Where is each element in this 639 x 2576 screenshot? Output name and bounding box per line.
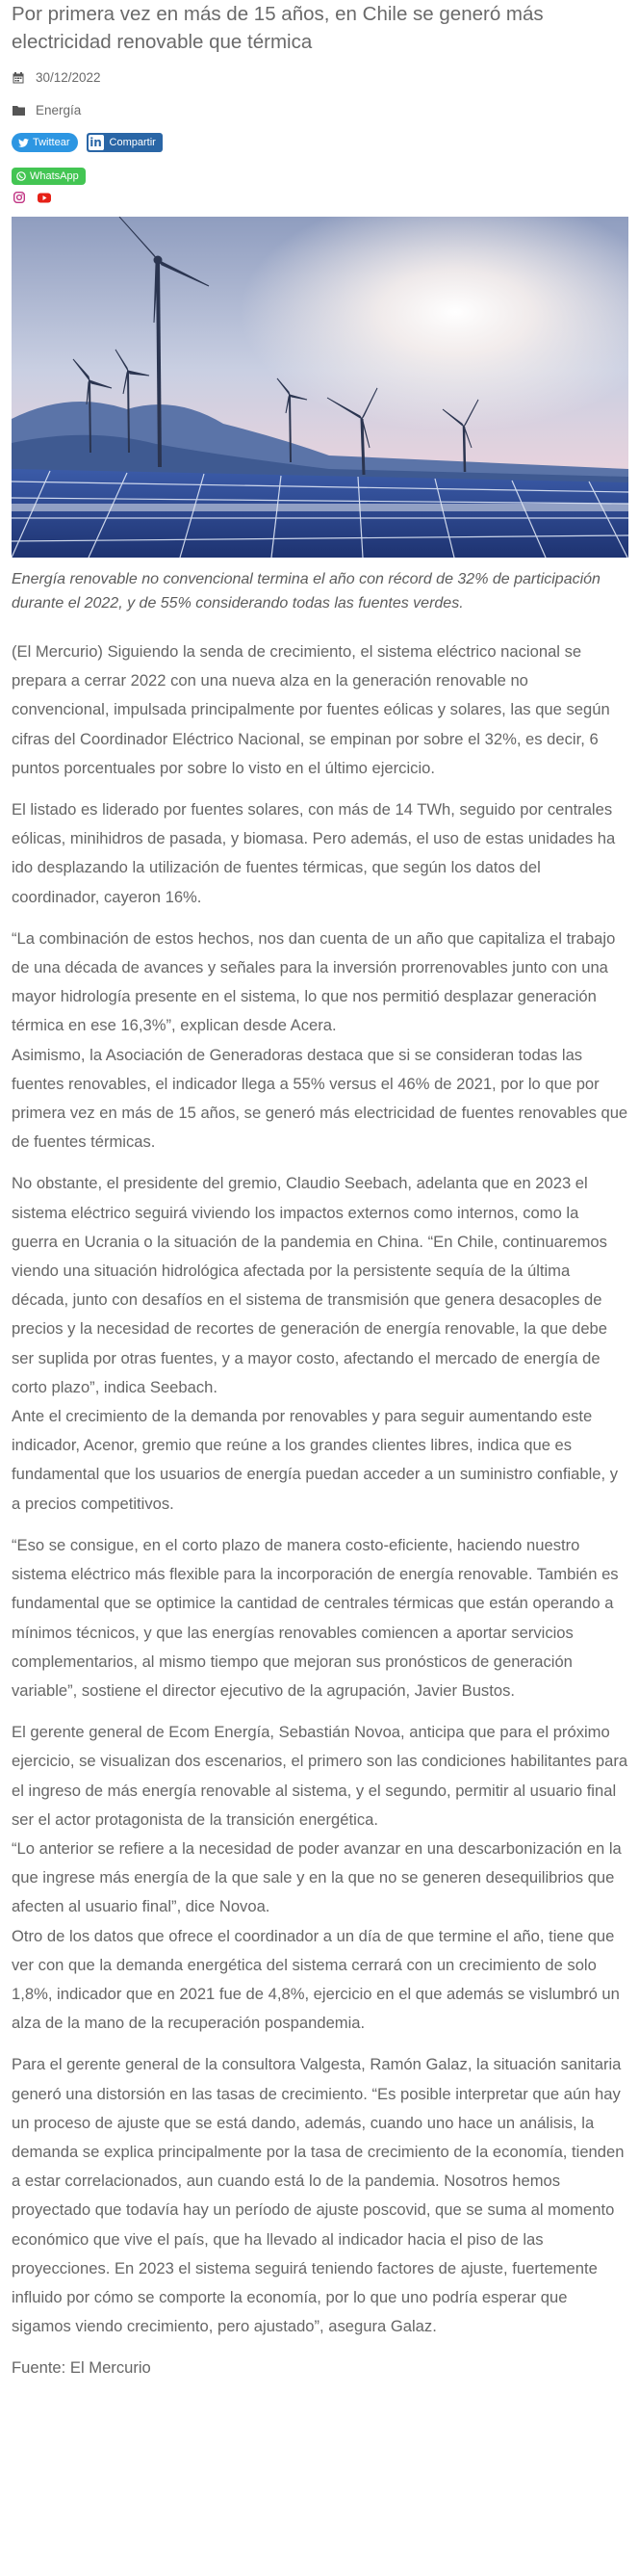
article-paragraph: Para el gerente general de la consultora Valgesta, Ramón Galaz, la situación sanitaria generó una distorsión en las tasas de crecimiento. “Es posible interpretar que aún hay un proceso de ajuste que se está dando, además, cuando uno hace un análisis, la demanda se explica principalmente por la tasa de crecimiento de la economía, tienden a estar correlacionados, aun cuando está lo de la pandemia. Nosotros hemos proyectado que todavía hay un período de ajuste poscovid, que se suma al momento económico que vive el país, que ha llevado al indicador hacia el piso de las proyecciones. En 2023 el sistema seguirá teniendo factores de ajuste, fuertemente influido por cómo se comporte la economía, por lo que uno podría esperar que sigamos viendo crecimiento, pero ajustado”, asegura Galaz. bbox=[12, 2055, 625, 2336]
article-paragraph: “La combinación de estos hechos, nos dan cuenta de un año que capitaliza el trabajo de una década de avances y señales para la inversión prorrenovables junto con una mayor hidrología presente en el sistema, lo que nos permitió desplazar generación térmica en ese 16,3%”, explican desde Acera. bbox=[12, 928, 616, 1035]
article-title: Por primera vez en más de 15 años, en Chile se generó más electricidad renovable que térmica bbox=[12, 3, 544, 53]
article-paragraph: El gerente general de Ecom Energía, Sebastián Novoa, anticipa que para el próximo ejercicio, se visualizan dos escenarios, el primero son las condiciones habilitantes para el ingreso de más energía renovable al sistema, y el segundo, permitir al usuario final ser el actor protagonista de la transición energética. bbox=[12, 1723, 628, 1829]
twitter-share-label: Twittear bbox=[33, 137, 70, 148]
linkedin-share-label: Compartir bbox=[109, 137, 156, 148]
youtube-icon[interactable] bbox=[38, 193, 51, 203]
instagram-icon[interactable] bbox=[13, 192, 25, 203]
image-caption: Energía renovable no convencional termina el año con récord de 32% de participación durante el 2022, y de 55% considerando todas las fuentes verdes. bbox=[12, 571, 601, 611]
whatsapp-share-label: WhatsApp bbox=[30, 170, 79, 182]
article-page bbox=[0, 1, 639, 2382]
article-category bbox=[12, 103, 628, 117]
twitter-share-button[interactable] bbox=[12, 133, 78, 152]
social-links bbox=[13, 192, 628, 203]
whatsapp-icon bbox=[16, 171, 26, 181]
article-hero-image bbox=[12, 217, 628, 558]
article-body bbox=[12, 637, 628, 2341]
article-paragraph: El listado es liderado por fuentes solares, con más de 14 TWh, seguido por centrales eólicas, minihidros de pasada, y biomasa. Pero además, el uso de estas unidades ha ido desplazando la utilización de fuentes térmicas, que según los datos del coordinador, cayeron 16%. bbox=[12, 800, 616, 906]
share-buttons bbox=[12, 133, 628, 152]
folder-icon bbox=[12, 104, 25, 117]
calendar-icon bbox=[12, 71, 25, 85]
article-paragraph: No obstante, el presidente del gremio, Claudio Seebach, adelanta que en 2023 el sistema eléctrico seguirá viviendo los impactos externos como internos, como la guerra en Ucrania o la situación de la pandemia en China. “En Chile, continuaremos viendo una situación hidrológica afectada por la persistente sequía de la última década, junto con desafíos en el sistema de transmisión que genera desacoples de precios y la necesidad de recortes de generación de energía renovable, la que debe ser suplida por otras fuentes, y a mayor costo, afectando el mercado de energía de corto plazo”, indica Seebach. bbox=[12, 1174, 608, 1396]
category-link[interactable]: Energía bbox=[36, 103, 82, 117]
linkedin-icon: in bbox=[89, 136, 102, 149]
twitter-bird-icon bbox=[18, 139, 29, 147]
article-paragraph: “Lo anterior se refiere a la necesidad de poder avanzar en una descarbonización en la que ingrese más energía de la que sale y en la que no se generen desequilibrios que afecten al usuario final”, dice Novoa. bbox=[12, 1838, 622, 1916]
article-paragraph: “Eso se consigue, en el corto plazo de manera costo-eficiente, haciendo nuestro sistema eléctrico más flexible para la incorporación de energía renovable. También es fundamental que se optimice la cantidad de centrales térmicas que están operando a mínimos técnicos, y que las energías renovables comiencen a aportar servicios complementarios, al mismo tiempo que mejoran sus pronósticos de generación variable”, sostiene el director ejecutivo de la agrupación, Javier Bustos. bbox=[12, 1535, 619, 1700]
article-date bbox=[12, 70, 628, 85]
article-paragraph: Otro de los datos que ofrece el coordinador a un día de que termine el año, tiene que ver con que la demanda energética del sistema cerrará con un crecimiento de solo 1,8%, indicador que en 2021 fue de 4,8%, ejercicio en el que además se vislumbró un alza de la mano de la recuperación pospandemia. bbox=[12, 1926, 620, 2033]
article-paragraph: Asimismo, la Asociación de Generadoras destaca que si se consideran todas las fuentes renovables, el indicador llega a 55% versus el 46% de 2021, por lo que por primera vez en más de 15 años, se generó más electricidad de fuentes renovables que de fuentes térmicas. bbox=[12, 1045, 628, 1152]
whatsapp-share-button[interactable] bbox=[12, 168, 86, 185]
date-text: 30/12/2022 bbox=[36, 70, 101, 85]
article-paragraph: Ante el crecimiento de la demanda por renovables y para seguir aumentando este indicador, Acenor, gremio que reúne a los grandes clientes libres, indica que es fundamental que los usuarios de energía puedan acceder a un suministro confiable, y a precios competitivos. bbox=[12, 1407, 619, 1513]
linkedin-share-button[interactable] bbox=[87, 133, 163, 152]
article-paragraph: (El Mercurio) Siguiendo la senda de crecimiento, el sistema eléctrico nacional se prepara a cerrar 2022 con una nueva alza en la generación renovable no convencional, impulsada principalmente por fuentes eólicas y solares, las que según cifras del Coordinador Eléctrico Nacional, se empinan por sobre el 32%, es decir, 6 puntos porcentuales por sobre lo visto en el último ejercicio. bbox=[12, 642, 610, 777]
article-source: Fuente: El Mercurio bbox=[12, 2358, 151, 2378]
